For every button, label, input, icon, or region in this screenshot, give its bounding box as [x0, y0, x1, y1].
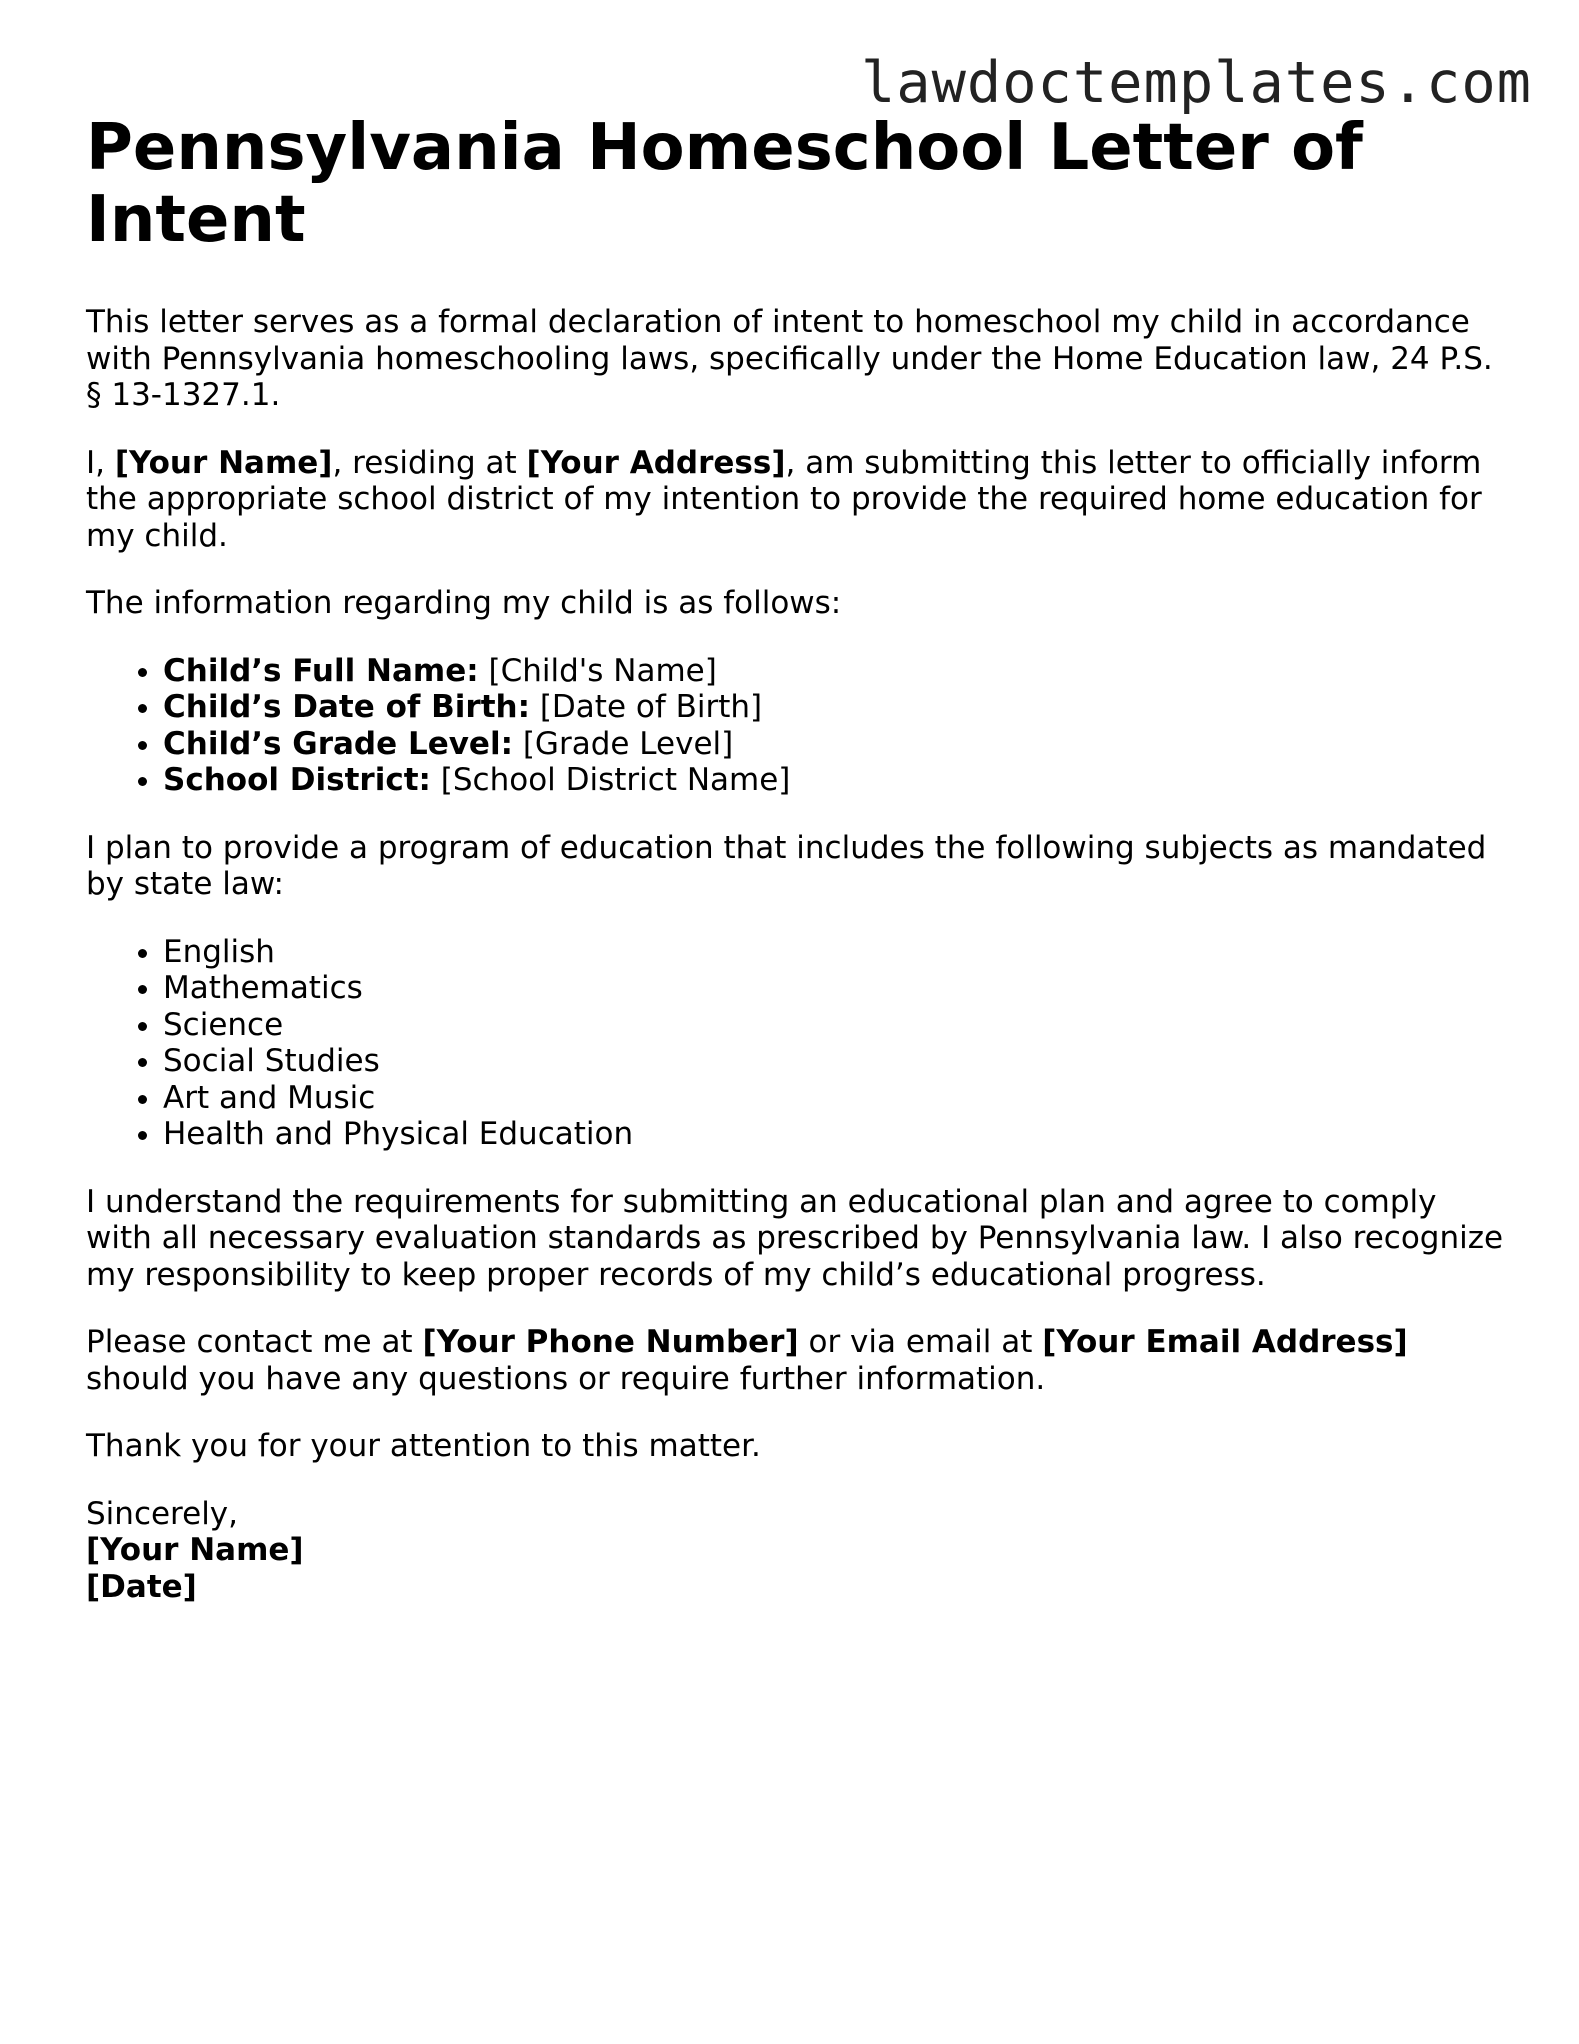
child-dob-label: Child’s Date of Birth: [163, 689, 530, 725]
subject-item: • Health and Physical Education [163, 1116, 1506, 1153]
signature-date-text: [Date] [86, 1568, 197, 1605]
letter-document [86, 112, 1506, 1605]
document-title: Pennsylvania Homeschool Letter of Intent [86, 111, 1363, 257]
phone-placeholder: [Your Phone Number] [422, 1324, 799, 1360]
child-info-intro: The information regarding my child is as follows: [86, 585, 842, 621]
email-placeholder: [Your Email Address] [1042, 1324, 1408, 1360]
signature-name-text: [Your Name] [86, 1532, 304, 1568]
subject-item: • Science [163, 1007, 1506, 1044]
subject-item: • Social Studies [163, 1043, 1506, 1080]
declaration-pre-text: I, [86, 444, 115, 481]
child-name-value: [Child's Name] [478, 652, 717, 689]
child-name-label: Child’s Full Name: [163, 652, 479, 689]
your-name-placeholder: [Your Name] [114, 444, 333, 481]
contact-pre-text: Please contact me at [86, 1324, 423, 1360]
your-address-placeholder: [Your Address] [526, 444, 786, 481]
subjects-intro: I plan to provide a program of education that includes the following subjects as mandated by state law: [86, 829, 1487, 902]
contact-post-text: should you have any questions or require further information. [86, 1360, 1046, 1397]
subject-item: • Mathematics [163, 970, 1506, 1007]
closing-salutation: Sincerely, [86, 1495, 239, 1532]
signature-date [86, 1569, 1506, 1606]
thanks-paragraph: Thank you for your attention to this matter. [86, 1428, 761, 1464]
site-watermark: lawdoctemplates.com [860, 50, 1532, 116]
list-item [163, 689, 1506, 726]
child-grade-value: [Grade Level] [512, 725, 734, 762]
school-district-value: [School District Name] [430, 762, 791, 798]
contact-mid-text: or via email at [798, 1324, 1043, 1360]
signature-block [86, 1496, 1506, 1606]
contact-paragraph [86, 1324, 1506, 1397]
signature-name [86, 1532, 1506, 1569]
child-grade-label: Child’s Grade Level: [163, 725, 513, 762]
child-dob-value: [Date of Birth] [529, 689, 763, 725]
list-item [163, 762, 1506, 799]
subject-item: • English [163, 934, 1506, 971]
declaration-post-text: , am submitting this letter to officially inform the appropriate school district of my intention to provide the required home education for my child. [86, 444, 1482, 554]
school-district-label: School District: [163, 762, 431, 798]
subjects-list [86, 934, 1506, 1153]
list-item [163, 726, 1506, 763]
intro-paragraph: This letter serves as a formal declaration of intent to homeschool my child in accordance with Pennsylvania homeschooling laws, specifically under the Home Education law, 24 P.S. § 13-1327.1. [86, 304, 1493, 413]
subject-item: • Art and Music [163, 1080, 1506, 1117]
list-item [163, 653, 1506, 690]
declaration-mid-text: , residing at [332, 444, 527, 481]
understanding-paragraph: I understand the requirements for submitting an educational plan and agree to comply with all necessary evaluation standards as prescribed by Pennsylvania law. I also recognize my responsibility to keep proper records of my child’s educational progress. [86, 1183, 1504, 1293]
declaration-paragraph [86, 445, 1506, 555]
child-info-list [86, 653, 1506, 799]
